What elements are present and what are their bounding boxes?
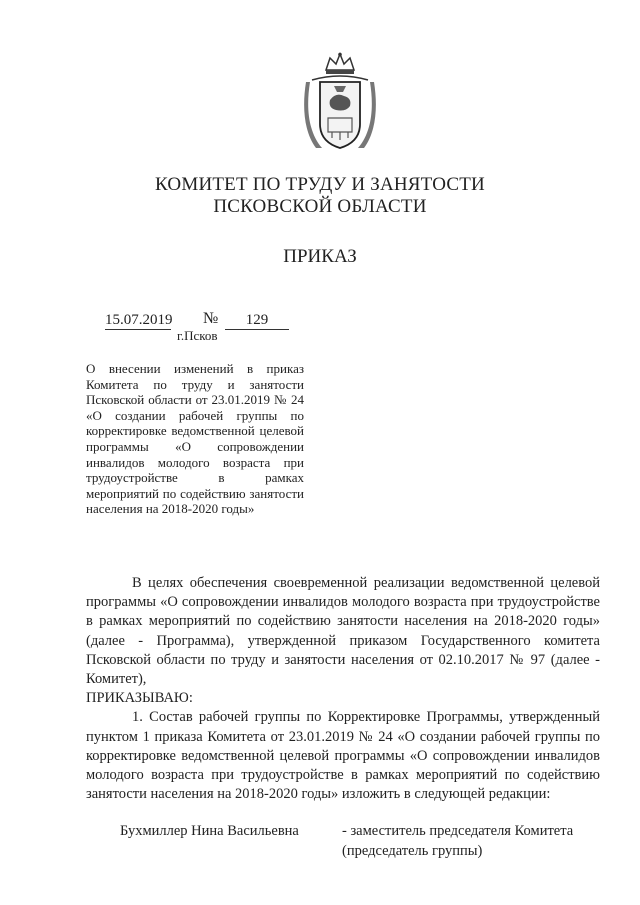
member-name: Бухмиллер Нина Васильевна (120, 823, 299, 839)
org-name-line2: ПСКОВСКОЙ ОБЛАСТИ (213, 196, 427, 217)
member-role: - заместитель председателя Комитета (председатель группы) (342, 823, 574, 859)
order-number-label: № (203, 310, 219, 327)
city-name: г.Псков (177, 328, 218, 343)
order-word: ПРИКАЗЫВАЮ: (86, 690, 193, 707)
order-number: 129 (225, 312, 289, 330)
order-subject: О внесении изменений в приказ Комитета по труду и занятости Псковской области от 23.01.2019 № 24 «О создании рабочей группы по корректировке ведомственной целевой программы «О сопровождении инвалидов молодого возраста при трудоустройстве в рамках мероприятий по содействию занятости населения на 2018-2020 годы» (86, 361, 304, 517)
coat-of-arms-emblem (302, 52, 378, 152)
preamble-paragraph: В целях обеспечения своевременной реализации ведомственной целевой программы «О сопровождении инвалидов молодого возраста при трудоустройстве в рамках мероприятий по содействию занятости населения на 2018-2020 годы» (далее - Программа), утвержденной приказом Государственного комитета Псковской области по труду и занятости населения от 02.10.2017 № 97 (далее - Комитет), (86, 575, 600, 688)
document-body (86, 574, 600, 804)
order-date: 15.07.2019 (105, 312, 173, 328)
org-name-line1: КОМИТЕТ ПО ТРУДУ И ЗАНЯТОСТИ (155, 174, 485, 195)
document-type-title: ПРИКАЗ (283, 246, 357, 267)
item-1-paragraph: 1. Состав рабочей группы по Корректировке Программы, утвержденный пунктом 1 приказа Комитета от 23.01.2019 № 24 «О создании рабочей группы по корректировке ведомственной целевой программы «О сопровождении инвалидов молодого возраста при трудоустройстве в рамках мероприятий по содействию занятости населения на 2018-2020 годы» изложить в следующей редакции: (86, 709, 600, 803)
